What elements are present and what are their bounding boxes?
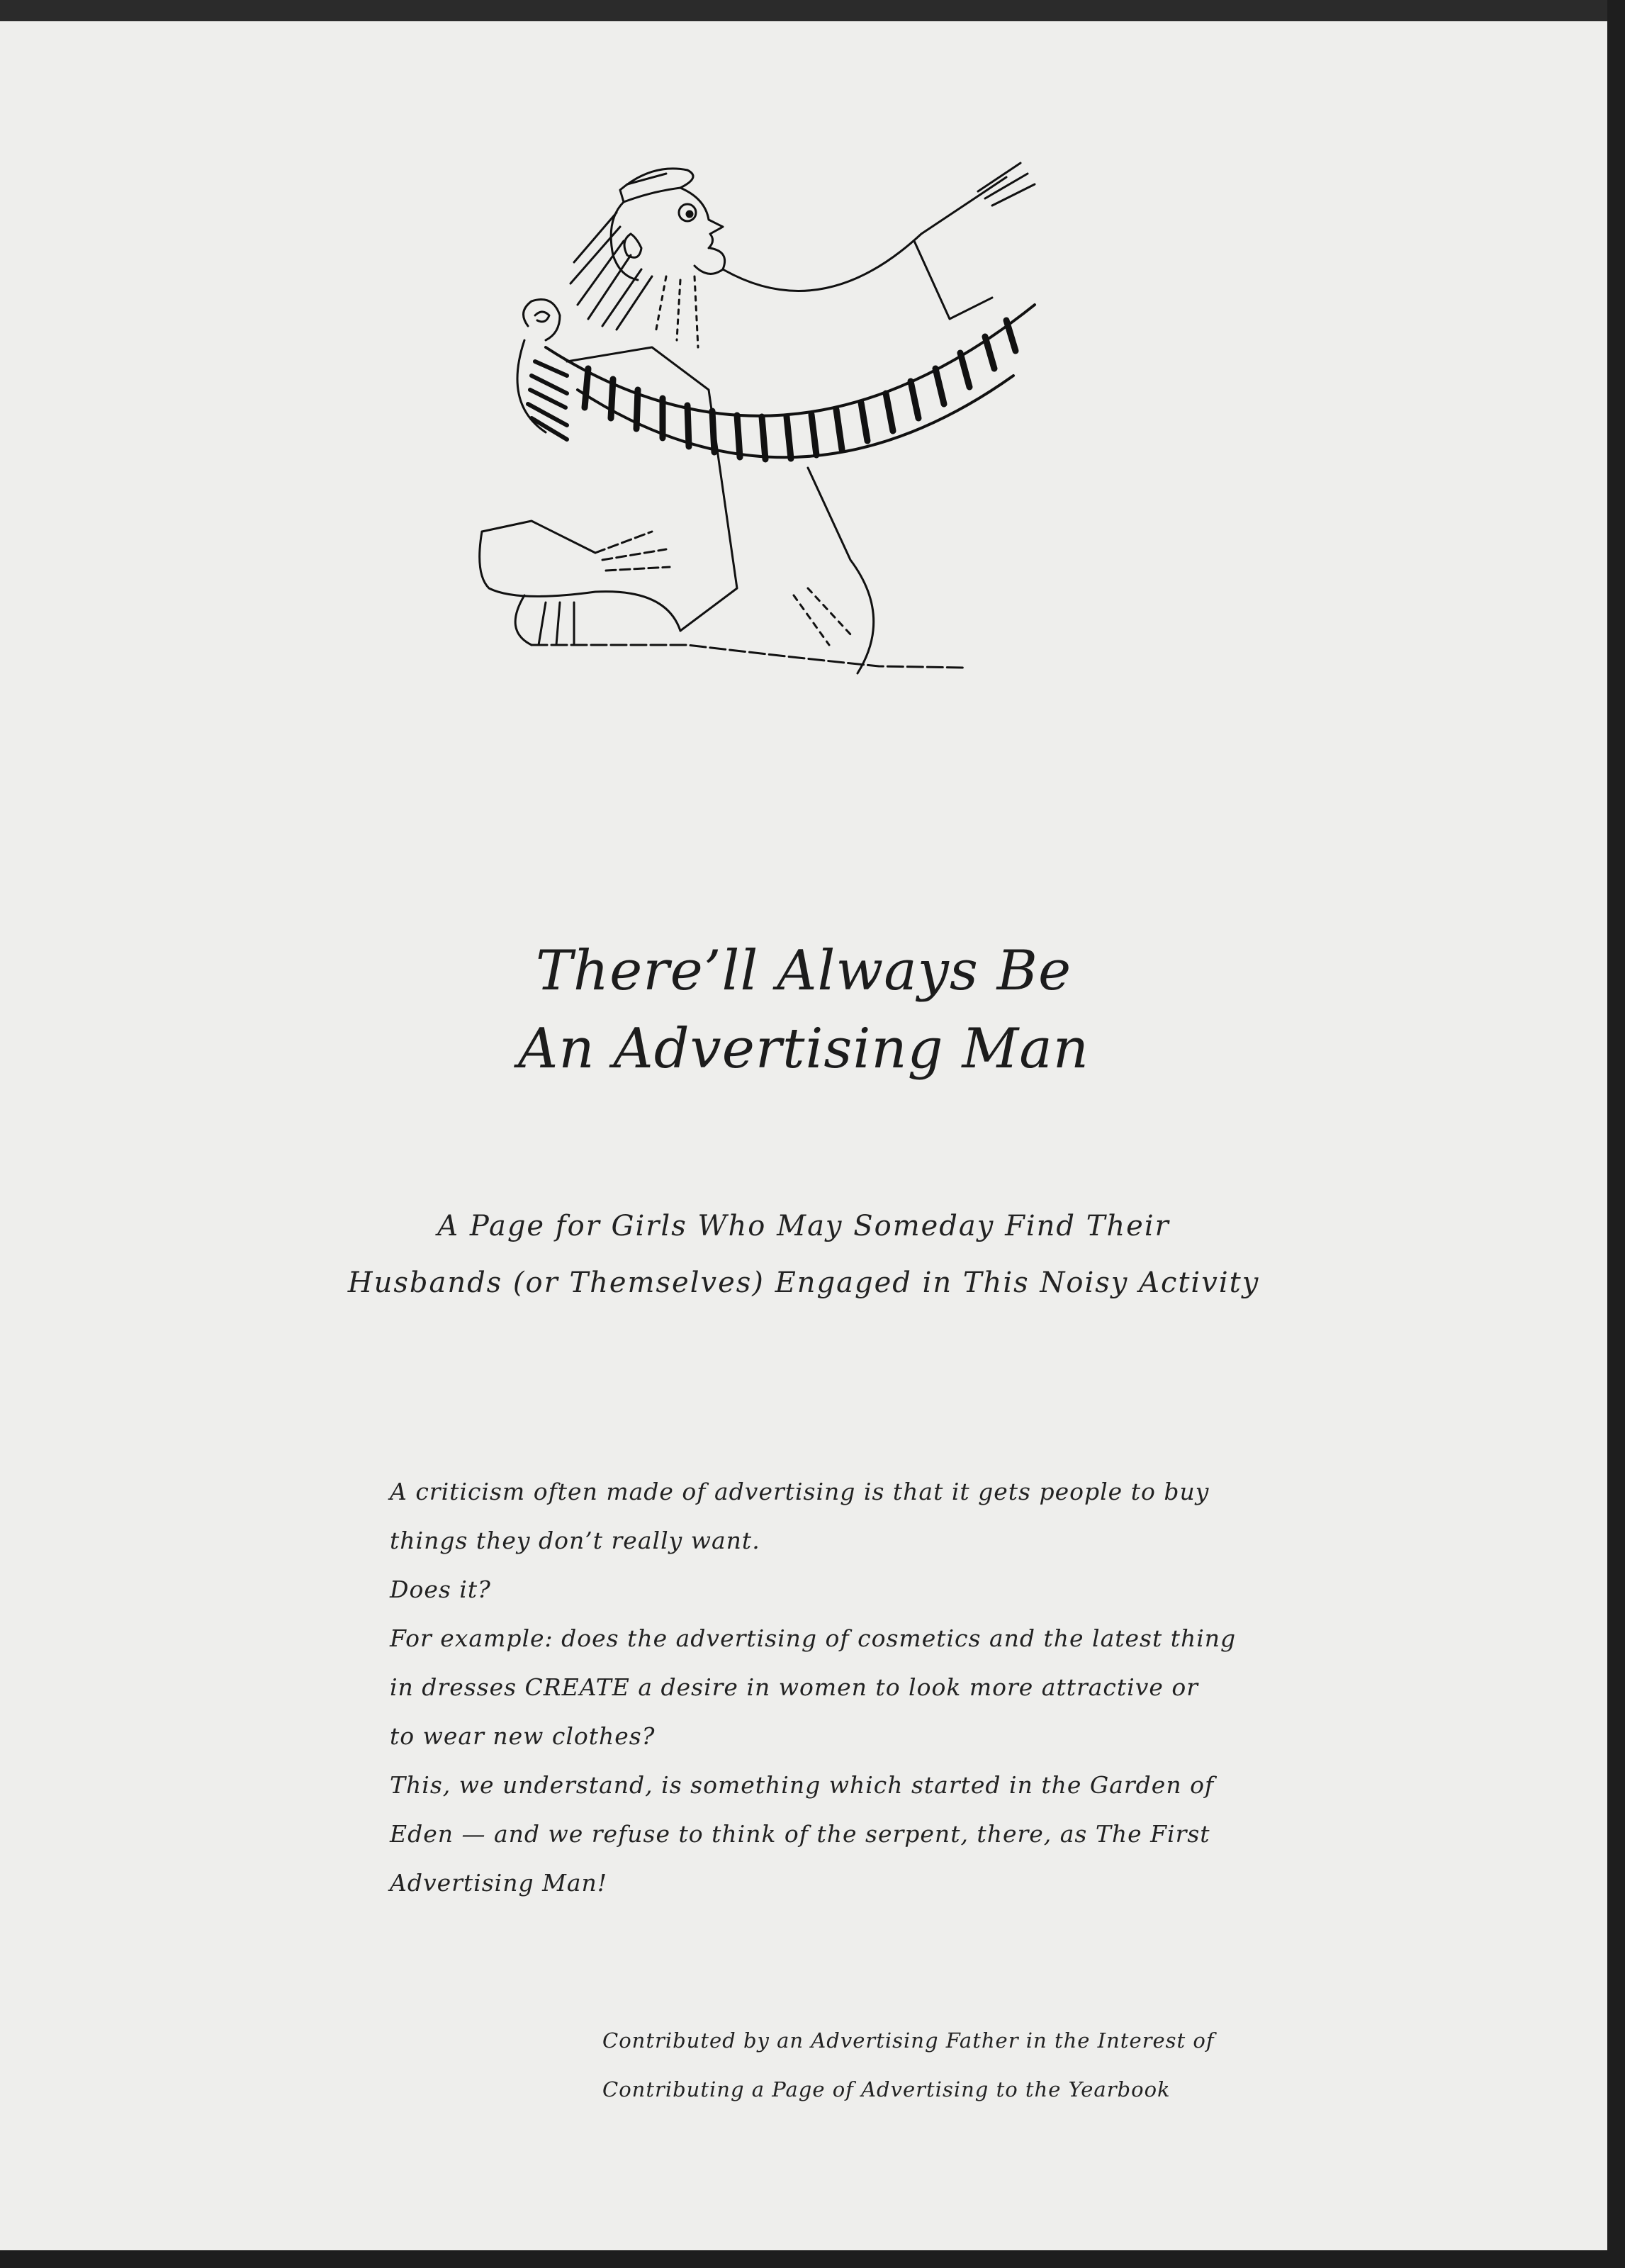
body-line: Eden — and we refuse to think of the serpent, there, as The First (390, 1820, 1210, 1848)
yearbook-page (0, 21, 1607, 2250)
subtitle-line-2: Husbands (or Themselves) Engaged in This Noisy Activity (347, 1267, 1260, 1299)
body-line: For example: does the advertising of cosmetics and the latest thing (390, 1624, 1237, 1652)
body-line: things they don’t really want. (390, 1527, 760, 1554)
subtitle-line-1: A Page for Girls Who May Someday Find Their (437, 1210, 1170, 1242)
body-line: to wear new clothes? (390, 1722, 656, 1750)
credit-line-2: Contributing a Page of Advertising to the Yearbook (602, 2077, 1171, 2101)
credit-note (602, 2016, 1311, 2114)
body-line: in dresses CREATE a desire in women to look more attractive or (390, 1673, 1199, 1701)
body-line: Advertising Man! (390, 1869, 608, 1897)
body-text (390, 1467, 1247, 1907)
page-subtitle (0, 1198, 1607, 1311)
scan-border-right (1607, 0, 1625, 2268)
advertising-man-illustration (454, 135, 1176, 829)
title-line-1: There’ll Always Be (535, 939, 1072, 1003)
page-title (0, 932, 1607, 1088)
title-line-2: An Advertising Man (518, 1017, 1089, 1081)
body-line: This, we understand, is something which started in the Garden of (390, 1771, 1215, 1799)
body-line: A criticism often made of advertising is that it gets people to buy (390, 1478, 1210, 1505)
scan-border-bottom (0, 2250, 1625, 2268)
body-line: Does it? (390, 1576, 491, 1603)
credit-line-1: Contributed by an Advertising Father in the Interest of (602, 2028, 1215, 2053)
